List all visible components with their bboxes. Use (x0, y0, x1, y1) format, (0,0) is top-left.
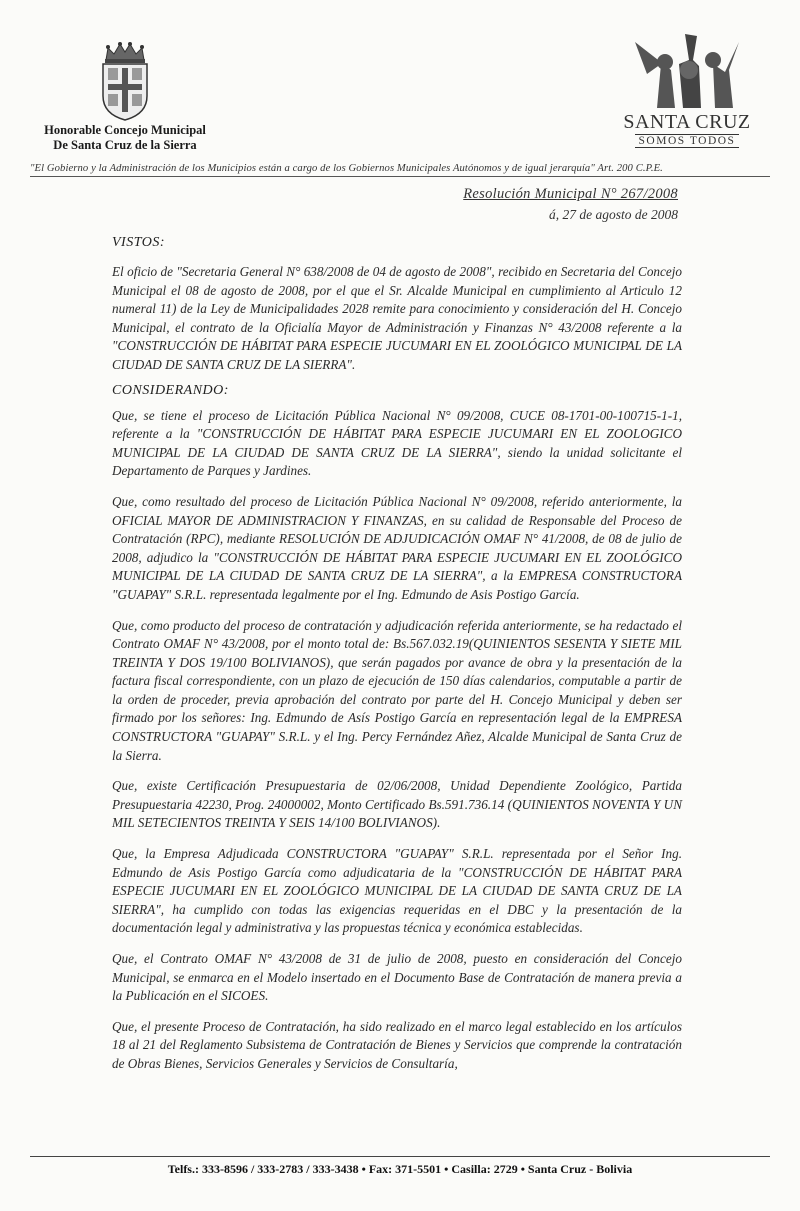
constitution-quote: "El Gobierno y la Administración de los Municipios están a cargo de los Gobiernos Municipales Autónomos y de igual jerarquía" Art. 200 C.P.E. (30, 163, 663, 174)
brand-title: SANTA CRUZ (623, 111, 751, 133)
coat-of-arms-icon (94, 40, 156, 122)
header-divider (30, 176, 770, 177)
considerando-paragraph: Que, el presente Proceso de Contratación, ha sido realizado en el marco legal establecido en los artículos 18 al 21 del Reglamento Subsistema de Contratación de Bienes y Servicios que comprende la contratación de Obras Bienes, Servicios Generales y Servicios de Consultaría, (112, 1018, 682, 1071)
resolution-date: á, 27 de agosto de 2008 (549, 207, 678, 222)
santa-cruz-logo (612, 30, 762, 149)
resolution-title: Resolución Municipal N° 267/2008 (463, 186, 678, 202)
considerando-paragraph: Que, como producto del proceso de contratación y adjudicación referida anteriormente, se ha redactado el Contrato OMAF N° 43/2008, por el monto total de: Bs.567.032.19(QUINIENTOS SESENTA Y SIETE MIL TREINTA Y DOS 19/100 BOLIVIANOS), que serán pagados por avance de obra y la presentación de la factura fiscal correspondiente, con un plazo de ejecución de 150 días calendarios, computable a partir de la orden de proceder, previa aprobación del contrato por parte del H. Concejo Municipal y deben ser firmado por los señores: Ing. Edmundo de Asís Postigo García en representación legal de la EMPRESA CONSTRUCTORA "GUAPAY" S.R.L. y el Ing. Percy Fernández Añez, Alcalde Municipal de Santa Cruz de la Sierra. (112, 617, 682, 763)
footer-contact: Telfs.: 333-8596 / 333-2783 / 333-3438 • Fax: 371-5501 • Casilla: 2729 • Santa Cruz - Bolivia (167, 1162, 633, 1176)
council-name-line1: Honorable Concejo Municipal (44, 123, 206, 137)
document-body (112, 235, 682, 1074)
considerando-paragraph: Que, el Contrato OMAF N° 43/2008 de 31 de julio de 2008, puesto en consideración del Concejo Municipal, se enmarca en el Modelo insertado en el Documento Base de Contratación de manera previa a la Publicación en el SICOES. (112, 951, 682, 1004)
considerando-paragraph: Que, se tiene el proceso de Licitación Pública Nacional N° 09/2008, CUCE 08-1701-00-100715-1-1, referente a la "CONSTRUCCIÓN DE HÁBITAT PARA ESPECIE JUCUMARI EN EL ZOOLOGICO MUNICIPAL DE LA CIUDAD DE SANTA CRUZ DE LA SIERRA", siendo la unidad solicitante el Departamento de Parques y Jardines. (112, 407, 682, 479)
council-name-line2: De Santa Cruz de la Sierra (53, 138, 197, 152)
people-arms-raised-icon (617, 30, 757, 110)
considerando-paragraph: Que, la Empresa Adjudicada CONSTRUCTORA "GUAPAY" S.R.L. representada por el Señor Ing. Edmundo de Asis Postigo García como adjudicataria de la "CONSTRUCCIÓN DE HÁBITAT PARA ESPECIE JUCUMARI EN EL ZOOLÓGICO MUNICIPAL DE LA CIUDAD DE SANTA CRUZ DE LA SIERRA", ha cumplido con todas las exigencias requeridas en el DBC y la presentación de la documentación legal y administrativa y las propuestas técnica y económica establecidas. (112, 846, 682, 936)
considerando-paragraph: Que, existe Certificación Presupuestaria de 02/06/2008, Unidad Dependiente Zoológico, Partida Presupuestaria 42230, Prog. 24000002, Monto Certificado Bs.591.736.14 (QUINIENTOS NOVENTA Y UN MIL SETECIENTOS TREINTA Y SEIS 14/100 BOLIVIANOS). (112, 778, 682, 831)
considerando-paragraph: Que, como resultado del proceso de Licitación Pública Nacional N° 09/2008, referido anteriormente, la OFICIAL MAYOR DE ADMINISTRACION Y FINANZAS, en su calidad de Responsable del Proceso de Contratación (RPC), mediante RESOLUCIÓN DE ADJUDICACIÓN OMAF N° 41/2008, de 08 de julio de 2008, adjudico la "CONSTRUCCIÓN DE HÁBITAT PARA ESPECIE JUCUMARI EN EL ZOOLÓGICO MUNICIPAL DE LA CIUDAD DE SANTA CRUZ DE LA SIERRA", a la EMPRESA CONSTRUCTORA "GUAPAY" S.R.L. representada legalmente por el Ing. Edmundo de Asis Postigo García. (112, 493, 682, 602)
brand-subtitle: SOMOS TODOS (635, 134, 740, 148)
vistos-paragraph: El oficio de "Secretaria General N° 638/2008 de 04 de agosto de 2008", recibido en Secretaria del Concejo Municipal el 08 de agosto de 2008, por el que el Sr. Alcalde Municipal en cumplimiento al Articulo 12 numeral 11) de la Ley de Municipalidades 2028 remite para conocimiento y consideración del H. Concejo Municipal, el contrato de la Oficialía Mayor de Administración y Finanzas N° 43/2008 referente a la "CONSTRUCCIÓN DE HÁBITAT PARA ESPECIE JUCUMARI EN EL ZOOLÓGICO MUNICIPAL DE LA CIUDAD DE SANTA CRUZ DE LA SIERRA". (112, 264, 682, 372)
considerando-heading: CONSIDERANDO: (112, 382, 229, 398)
footer-divider (30, 1156, 770, 1157)
vistos-heading: VISTOS: (112, 235, 166, 250)
council-header (30, 40, 220, 152)
